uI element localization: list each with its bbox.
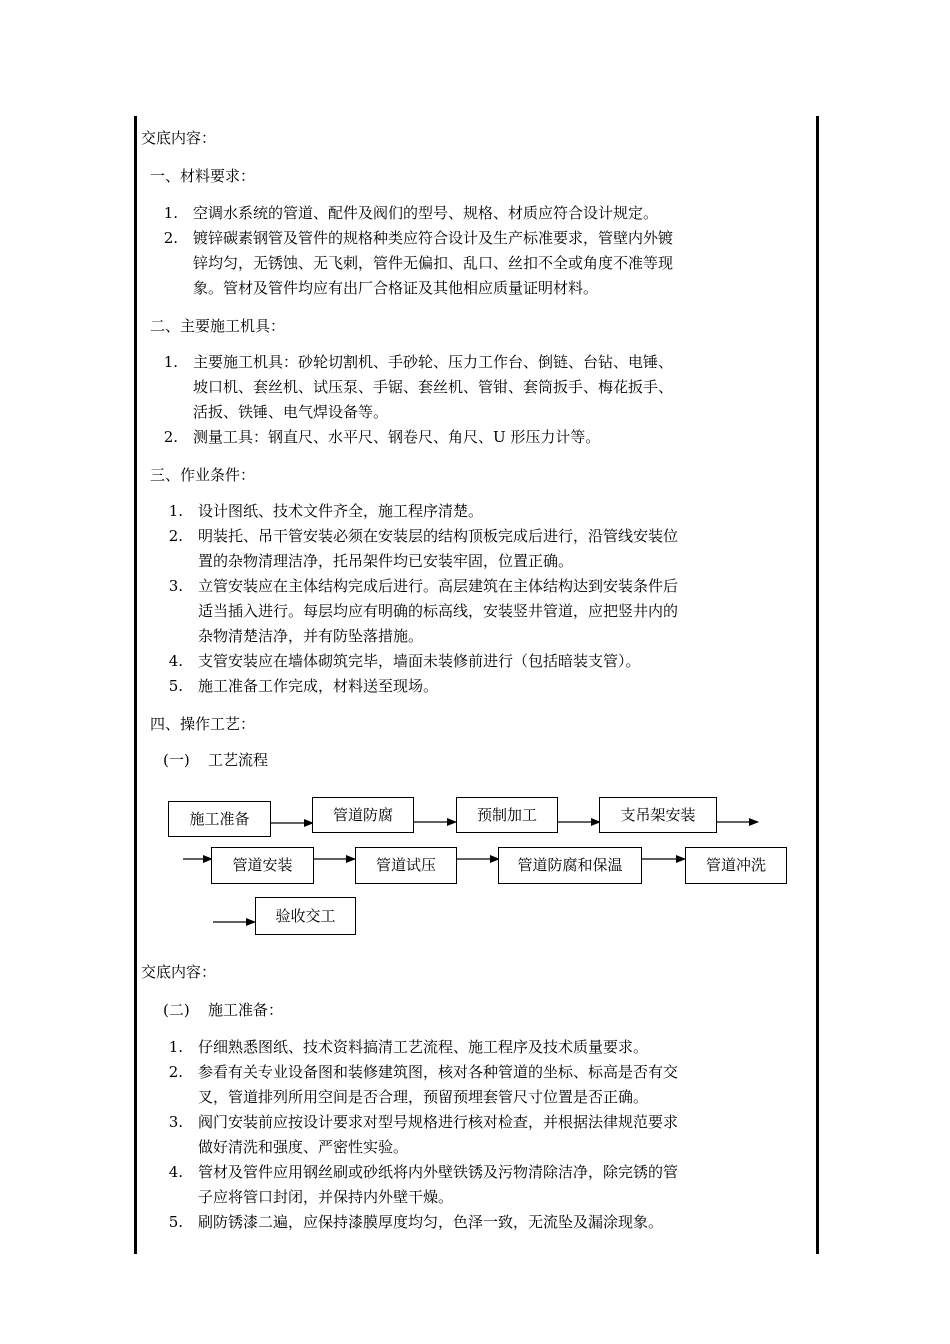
list-item-text: 叉，管道排列所用空间是否合理，预留预埋套管尺寸位置是否正确。 [198,1088,649,1106]
list-item-text: 锌均匀，无锈蚀、无飞刺，管件无偏扣、乱口、丝扣不全或角度不准等现 [193,254,674,272]
list-item-text: 杂物清楚洁净，并有防坠落措施。 [198,627,424,645]
list-number: 5. [168,1213,183,1231]
list-number: 5. [168,677,183,695]
list-item-text: 明装托、吊干管安装必须在安装层的结构顶板完成后进行，沿管线安装位 [198,527,679,545]
list-number: 2. [163,428,178,446]
list-item-text: 象。管材及管件均应有出厂合格证及其他相应质量证明材料。 [193,279,599,297]
list-number: 2. [163,229,178,247]
flow-step-install: 管道安装 [211,847,314,884]
section-title-materials: 一、材料要求： [150,167,256,185]
flow-step-prepare: 施工准备 [168,801,271,837]
section-title-conditions: 三、作业条件： [150,466,256,484]
list-number: 3. [168,577,183,595]
section-title-process: 四、操作工艺： [150,715,256,733]
list-number: 2. [168,1063,183,1081]
list-number: 4. [168,652,183,670]
section-header: 交底内容： [141,963,217,981]
list-number: 1. [168,502,183,520]
list-item-text: 主要施工机具：砂轮切割机、手砂轮、压力工作台、倒链、台钻、电锤、 [193,353,674,371]
list-number: 3. [168,1113,183,1131]
list-item-text: 管材及管件应用钢丝刷或砂纸将内外壁铁锈及污物清除洁净，除完锈的管 [198,1163,679,1181]
list-number: 1. [168,1038,183,1056]
flow-step-flushing: 管道冲洗 [685,847,787,884]
subsection-number: (二) [163,1001,190,1019]
list-number: 1. [163,353,178,371]
list-item-text: 设计图纸、技术文件齐全，施工程序清楚。 [198,502,484,520]
list-number: 4. [168,1163,183,1181]
list-number: 2. [168,527,183,545]
subsection-number: (一) [163,751,190,769]
flow-step-acceptance: 验收交工 [255,897,356,935]
list-item-text: 坡口机、套丝机、试压泵、手锯、套丝机、管钳、套筒扳手、梅花扳手、 [193,378,674,396]
list-item-text: 镀锌碳素钢管及管件的规格种类应符合设计及生产标准要求，管壁内外镀 [193,229,674,247]
list-item-text: 施工准备工作完成，材料送至现场。 [198,677,439,695]
list-item-text: 置的杂物清理洁净，托吊架件均已安装牢固，位置正确。 [198,552,574,570]
list-item-text: 仔细熟悉图纸、技术资料搞清工艺流程、施工程序及技术质量要求。 [198,1038,649,1056]
list-item-text: 刷防锈漆二遍，应保持漆膜厚度均匀，色泽一致，无流坠及漏涂现象。 [198,1213,664,1231]
section-header: 交底内容： [141,129,217,147]
section-title-tools: 二、主要施工机具： [150,317,286,335]
flow-step-insulation: 管道防腐和保温 [498,847,642,884]
subsection-title: 工艺流程 [208,751,269,769]
list-item-text: 适当插入进行。每层均应有明确的标高线，安装竖井管道，应把竖井内的 [198,602,679,620]
subsection-title: 施工准备： [208,1001,284,1019]
list-item-text: 立管安装应在主体结构完成后进行。高层建筑在主体结构达到安装条件后 [198,577,679,595]
flow-step-hangers: 支吊架安装 [599,797,717,833]
list-item-text: 测量工具：钢直尺、水平尺、钢卷尺、角尺、U 形压力计等。 [193,428,601,446]
list-item-text: 做好清洗和强度、严密性实验。 [198,1138,409,1156]
list-item-text: 子应将管口封闭，并保持内外壁干燥。 [198,1188,454,1206]
flow-step-anticorrosion: 管道防腐 [312,797,414,833]
flow-step-prefab: 预制加工 [456,797,558,833]
list-item-text: 支管安装应在墙体砌筑完毕，墙面未装修前进行（包括暗装支管）。 [198,652,641,670]
list-item-text: 活扳、铁锤、电气焊设备等。 [193,403,389,421]
list-number: 1. [163,204,178,222]
list-item-text: 参看有关专业设备图和装修建筑图，核对各种管道的坐标、标高是否有交 [198,1063,679,1081]
list-item-text: 空调水系统的管道、配件及阀们的型号、规格、材质应符合设计规定。 [193,204,659,222]
list-item-text: 阀门安装前应按设计要求对型号规格进行核对检查，并根据法律规范要求 [198,1113,679,1131]
flow-step-pressure-test: 管道试压 [355,847,457,884]
